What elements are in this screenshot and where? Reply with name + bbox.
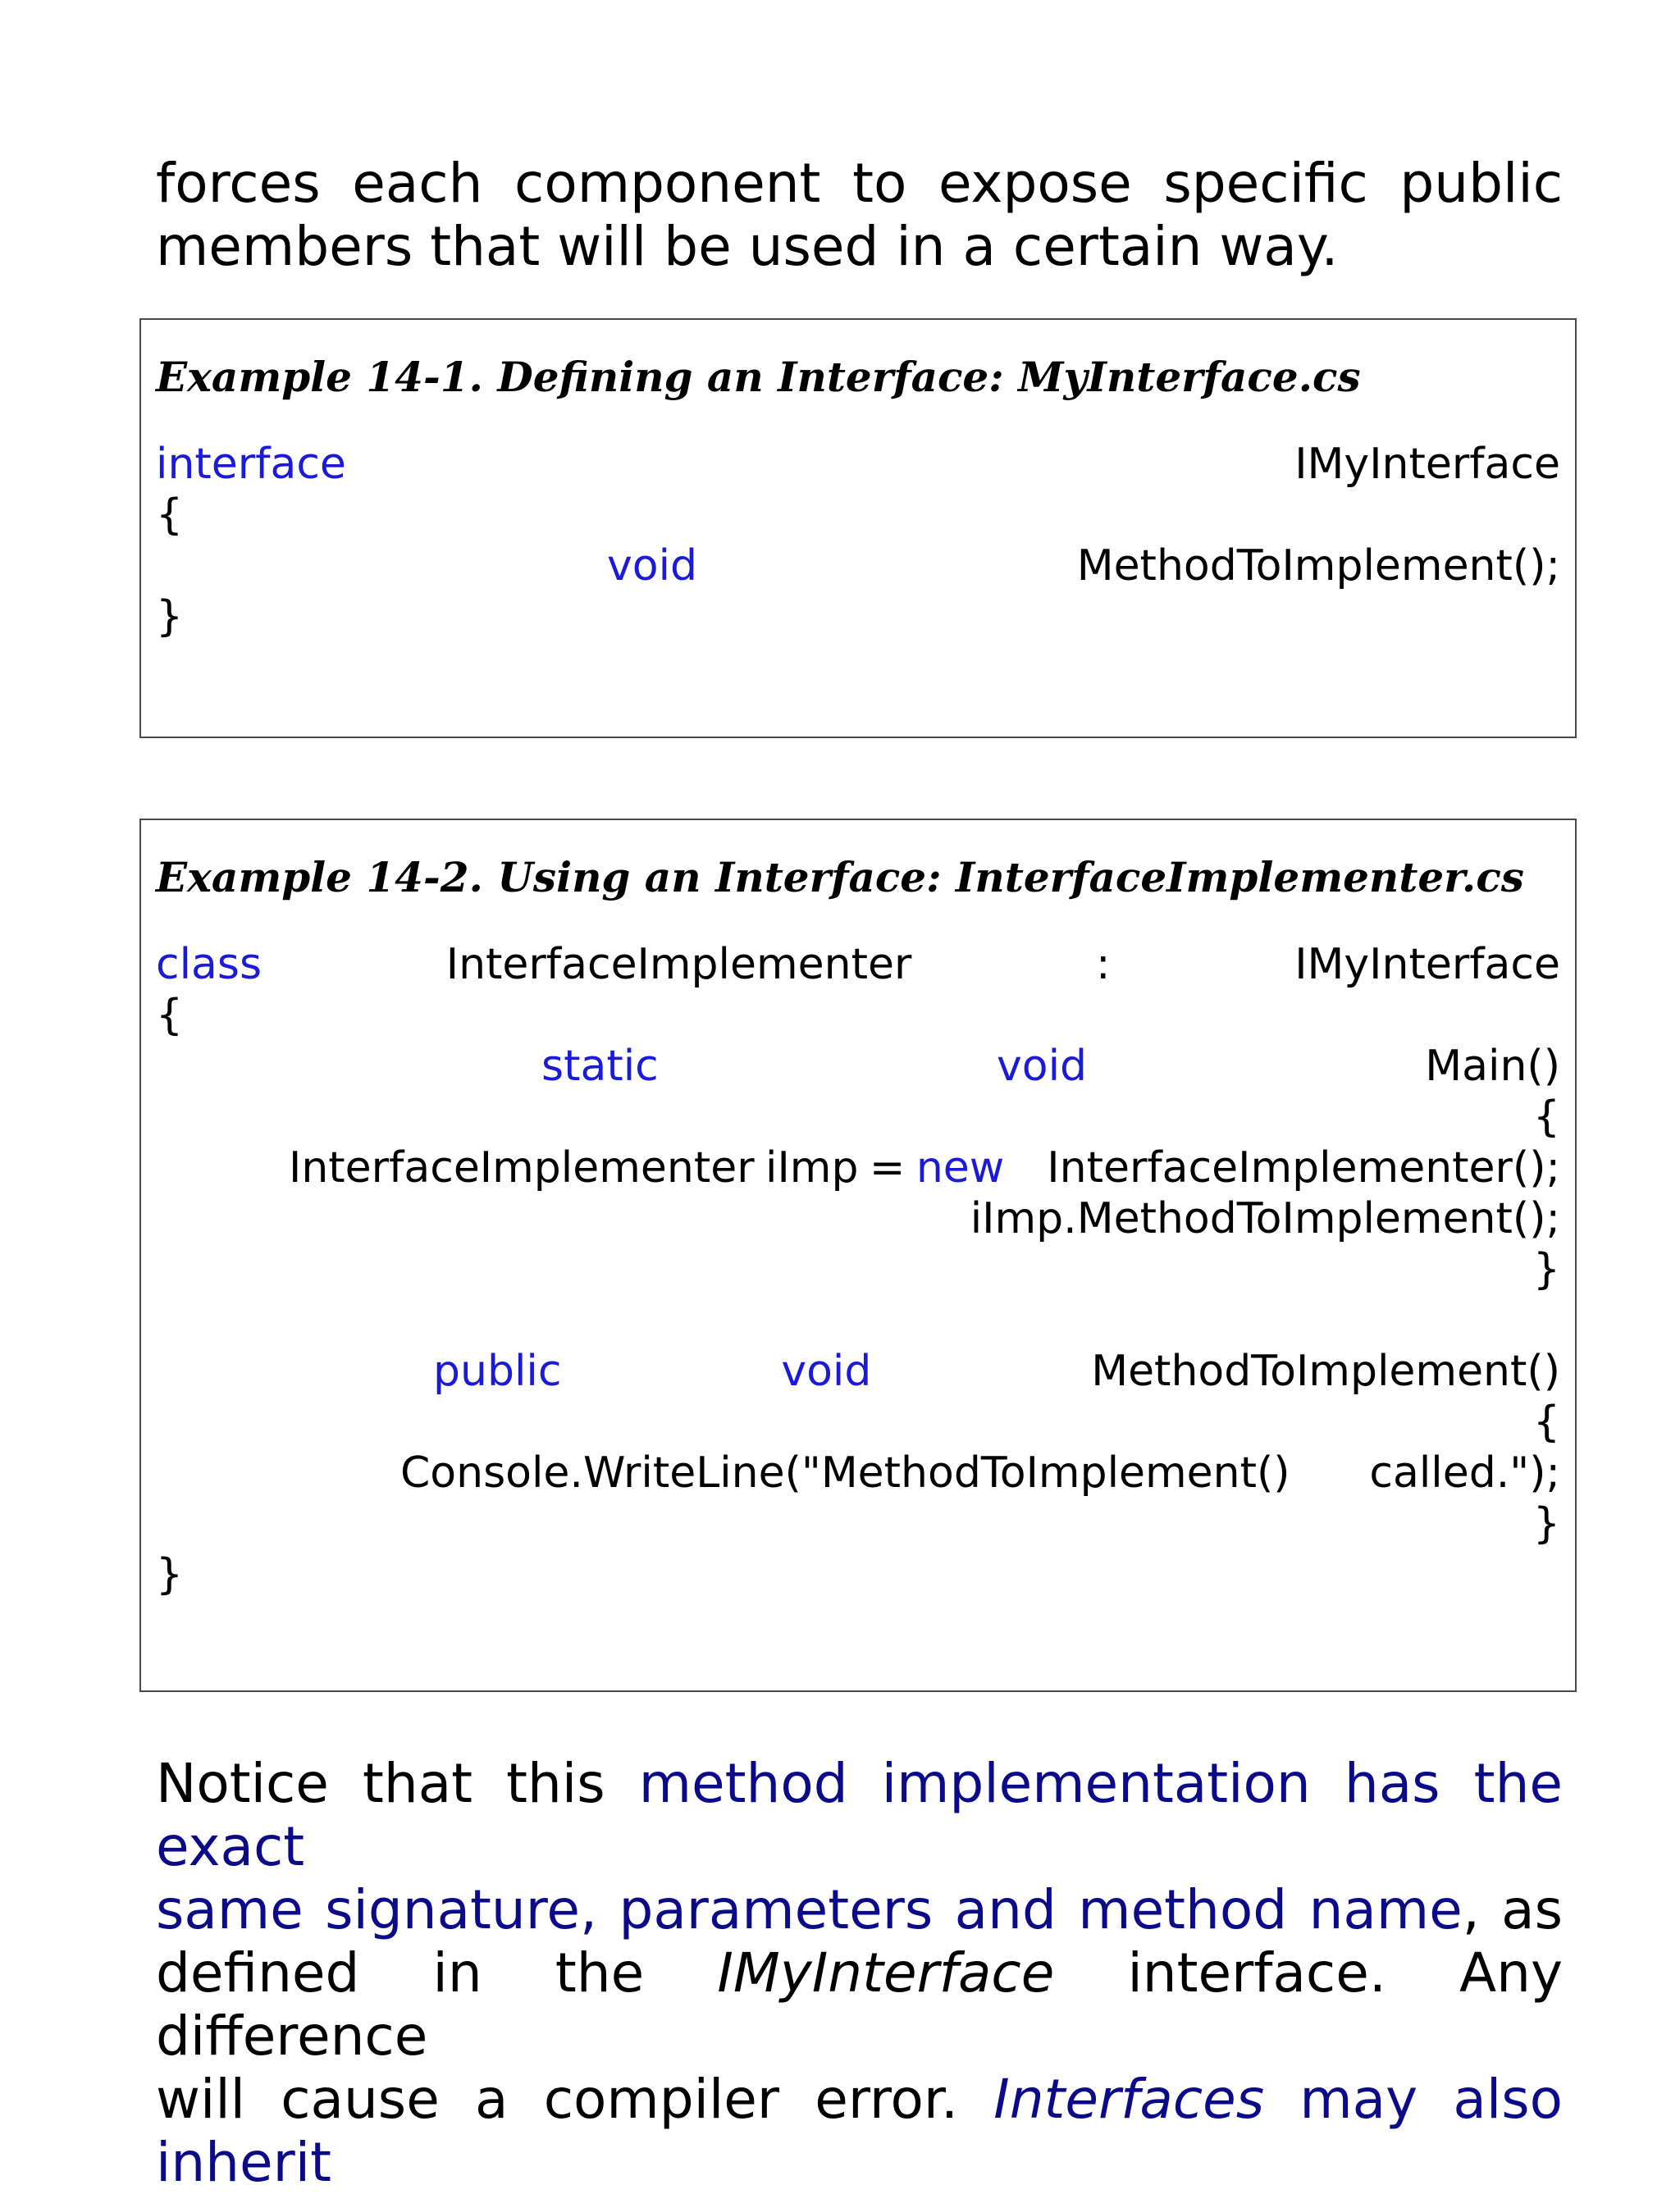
code-line	[156, 1143, 1560, 1193]
highlighted-text: may also inherit	[156, 2068, 1563, 2194]
code-line	[156, 1549, 1560, 1600]
close-brace: }	[156, 592, 184, 641]
highlighted-italic-text: Interfaces	[993, 2068, 1265, 2131]
class-name: InterfaceImplementer	[445, 940, 912, 989]
constructor-call: InterfaceImplementer();	[1047, 1143, 1560, 1193]
code-line	[156, 439, 1560, 490]
keyword-void: void	[997, 1042, 1088, 1091]
interface-name: IMyInterface	[1294, 440, 1560, 489]
paragraph-line	[156, 1878, 1563, 1941]
paragraph-line	[156, 1752, 1563, 1878]
code-line	[156, 541, 1560, 591]
code-line	[156, 1498, 1560, 1549]
code-line	[156, 1448, 1560, 1498]
highlighted-text: method implementation has the exact	[156, 1752, 1563, 1878]
close-brace: }	[1532, 1245, 1560, 1294]
paragraph-line: members that will be used in a certain way.	[156, 215, 1339, 278]
console-call: Console.WriteLine("MethodToImplement()	[400, 1448, 1290, 1498]
text-run: defined in the	[156, 1941, 718, 2005]
code-line	[156, 1397, 1560, 1448]
assign-operator: =	[869, 1143, 906, 1193]
open-brace: {	[156, 490, 184, 540]
code-line	[156, 1346, 1560, 1397]
keyword-void: void	[781, 1347, 872, 1396]
method-call: iImp.MethodToImplement();	[970, 1194, 1560, 1243]
keyword-interface: interface	[156, 440, 346, 489]
example-title: Example 14-2. Using an Interface: InterfaceImplementer.cs	[156, 853, 1524, 901]
paragraph-line	[156, 1941, 1563, 2068]
declaration-variable: iImp	[765, 1143, 859, 1193]
code-line	[156, 490, 1560, 541]
italic-text: IMyInterface	[717, 1941, 1055, 2005]
code-line	[156, 1244, 1560, 1295]
keyword-class: class	[156, 940, 262, 989]
code-line	[156, 1041, 1560, 1092]
code-line	[156, 1193, 1560, 1244]
paragraph-line: forces each component to expose specific public	[156, 152, 1563, 215]
close-brace: }	[156, 1550, 184, 1599]
code-line	[156, 939, 1560, 990]
example-title: Example 14-1. Defining an Interface: MyInterface.cs	[156, 353, 1361, 401]
new-expression	[916, 1143, 1560, 1193]
paragraph-line	[156, 2068, 1563, 2194]
keyword-static: static	[541, 1042, 659, 1091]
example-14-2-box	[139, 819, 1577, 1692]
keyword-public: public	[433, 1347, 562, 1396]
keyword-new: new	[915, 1143, 1005, 1193]
text-run: will cause a compiler error.	[156, 2068, 994, 2131]
notice-paragraph	[156, 1752, 1563, 2194]
intro-paragraph	[156, 152, 1563, 278]
code-line	[156, 990, 1560, 1041]
code-line	[156, 591, 1560, 642]
implementation-method: MethodToImplement()	[1091, 1347, 1560, 1396]
open-brace: {	[1532, 1092, 1560, 1142]
console-call-end: called.");	[1369, 1448, 1560, 1498]
base-interface-name: IMyInterface	[1294, 940, 1560, 989]
text-run: Notice that this	[156, 1752, 639, 1815]
text-run: , as	[1462, 1878, 1563, 1941]
code-line	[156, 1092, 1560, 1143]
main-method: Main()	[1425, 1042, 1560, 1091]
example-14-1-box	[139, 318, 1577, 738]
colon: :	[1096, 940, 1111, 989]
highlighted-text: same signature, parameters and method name	[156, 1878, 1463, 1941]
text-run: interface. Any difference	[156, 1941, 1563, 2068]
close-brace: }	[1532, 1499, 1560, 1549]
open-brace: {	[1532, 1398, 1560, 1447]
declaration-type: InterfaceImplementer	[289, 1143, 755, 1193]
open-brace: {	[156, 991, 184, 1040]
keyword-void: void	[607, 541, 698, 591]
method-signature: MethodToImplement();	[1076, 541, 1560, 591]
